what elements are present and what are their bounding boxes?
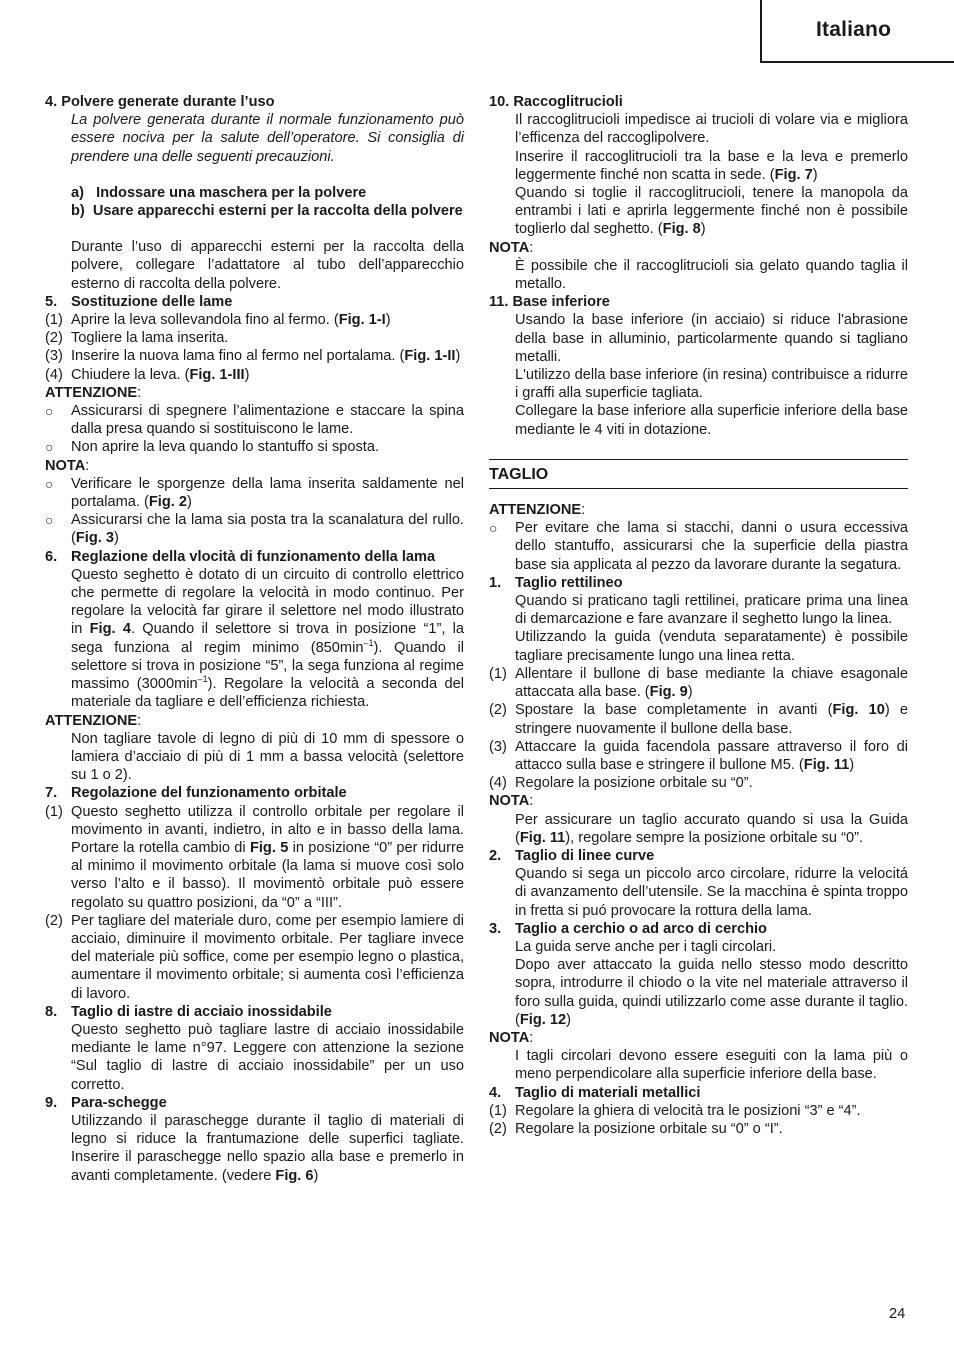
section-4-a: a) Indossare una maschera per la polvere [71, 184, 367, 201]
section-6-caution: Non tagliare tavole di legno di più di 10 mm di spessore o lamiera d’acciaio di più di 1 mm a bassa velocità (selettore su 1 o 2). [71, 730, 464, 784]
section-4-b: b) Usare apparecchi esterni per la raccolta della polvere [71, 203, 463, 220]
taglio-1-p2: Utilizzando la guida (venduta separatamente) è possibile tagliare precisamente lungo una linea retta. [515, 629, 908, 664]
section-5-caution-2: ○ Non aprire la leva quando lo stantuffo si sposta. [45, 439, 380, 456]
taglio-1-step-4: (4) Regolare la posizione orbitale su “0”. [489, 775, 753, 792]
section-11-p3: Collegare la base inferiore alla superficie inferiore della base mediante le 4 viti in dotazione. [515, 403, 908, 438]
section-5-step-4: (4) Chiudere la leva. (Fig. 1-III) [45, 366, 250, 383]
taglio-1-p1: Quando si praticano tagli rettilinei, praticare prima una linea di demarcazione e fare avanzare il seghetto lungo la linea. [515, 593, 908, 628]
taglio-2-text: Quando si sega un piccolo arco circolare, ridurre la velocitá di avanzamento dell’utensile. Se la macchina è spinta troppo in fretta si puó provocare la rottura della lama. [515, 866, 908, 919]
section-7-step-1: (1) Questo seghetto utilizza il controllo orbitale per regolare il movimento in avanti, indietro, in alto e in basso della lama. Portare la rotella cambio di Fig. 5 in posizione “0” per ridurre al minimo il movimento orbitale (la lama si muove così solo verso l’alto e il basso). Il movimentò orbitale può essere regolato su quattro posizioni, da “0” a “III”. [45, 803, 464, 911]
section-10-p2: Inserire il raccoglitrucioli tra la base e la leva e premerlo leggermente finché non scatta in sede. (Fig. 7) [515, 148, 908, 183]
section-5-title: 5. Sostituzione delle lame [45, 293, 233, 310]
attenzione-label-3: ATTENZIONE: [489, 502, 586, 519]
section-4-intro: La polvere generata durante il normale funzionamento può essere nociva per la salute dell’operatore. Si consiglia di prendere una delle seguenti precauzioni. [71, 112, 464, 165]
section-10-title: 10. Raccoglitrucioli [489, 94, 623, 110]
nota-label-5: NOTA: [489, 1029, 534, 1046]
section-5-step-2: (2) Togliere la lama inserita. [45, 330, 229, 347]
nota-label: NOTA: [45, 457, 90, 474]
section-5-note-1: ○ Verificare le sporgenze della lama inserita saldamente nel portalama. (Fig. 2) [45, 475, 464, 511]
section-5-note-2: ○ Assicurarsi che la lama sia posta tra la scanalatura del rullo. (Fig. 3) [45, 512, 464, 547]
section-10-note: È possibile che il raccoglitrucioli sia gelato quando taglia il metallo. [515, 257, 908, 293]
section-10-p1: Il raccoglitrucioli impedisce ai trucioli di volare via e migliora l’efficenza del raccoglipolvere. [515, 112, 908, 147]
taglio-3-p2: Dopo aver attaccato la guida nello stesso modo descritto sopra, introdurre il chiodo o la vite nel materiale attraverso il foro sulla guida, quindi utilizzarlo come asse durante il taglio. (Fig. 12) [515, 957, 908, 1028]
section-10-p3: Quando si toglie il raccoglitrucioli, tenere la manopola da entrambi i lati e aprirla leggermente finché non è possibile toglierlo dal seghetto. (Fig. 8) [515, 185, 908, 238]
section-5-step-1: (1) Aprire la leva sollevandola fino al fermo. (Fig. 1-I) [45, 312, 391, 329]
taglio-1-step-1: (1) Allentare il bullone di base mediante la chiave esagonale attaccata alla base. (Fig. 9) [489, 665, 908, 701]
attenzione-label-2: ATTENZIONE: [45, 712, 142, 729]
taglio-4-step-1: (1) Regolare la ghiera di velocità tra le posizioni “3” e “4”. [489, 1102, 861, 1119]
taglio-1-note: Per assicurare un taglio accurato quando si usa la Guida (Fig. 11), regolare sempre la posizione orbitale su “0”. [515, 811, 908, 846]
page-number: 24 [889, 1306, 906, 1322]
taglio-1-step-2: (2) Spostare la base completamente in avanti (Fig. 10) e stringere nuovamente il bullone della base. [489, 702, 908, 737]
taglio-2-title: 2. Taglio di linee curve [489, 847, 655, 864]
taglio-1-title: 1. Taglio rettilineo [489, 574, 623, 591]
section-5-step-3: (3) Inserire la nuova lama fino al fermo nel portalama. (Fig. 1-II) [45, 348, 461, 365]
section-11-title: 11. Base inferiore [489, 294, 610, 311]
left-column [45, 93, 464, 1185]
taglio-heading: TAGLIO [489, 459, 908, 489]
section-7-title: 7. Regolazione del funzionamento orbitale [45, 785, 347, 802]
taglio-1-step-3: (3) Attaccare la guida facendola passare attraverso il foro di attacco sulla base e stringere il bullone M5. (Fig. 11) [489, 738, 908, 773]
taglio-3-note: I tagli circolari devono essere eseguiti con la lama più o meno perpendicolare alla superficie inferiore della base. [515, 1048, 908, 1083]
taglio-caution: ○ Per evitare che lama si stacchi, danni o usura eccessiva dello stantuffo, assicurarsi che la superficie della piastra base sia applicata al pezzo da lavorare durante la segatura. [489, 520, 908, 573]
attenzione-label: ATTENZIONE: [45, 384, 142, 401]
section-7-step-2: (2) Per tagliare del materiale duro, come per esempio lamiere di acciaio, diminuire il movimento orbitale. Per tagliare invece del materiale più soffice, come per esempio legno o plastica, aumentare il movimento orbitale; si aumenta così l’efficienza di lavoro. [45, 912, 464, 1002]
section-11-p2: L'utilizzo della base inferiore (in resina) contribuisce a ridurre i graffi alla superficie tagliata. [515, 367, 908, 402]
section-11-p1: Usando la base inferiore (in acciaio) si riduce l'abrasione della base in alluminio, particolarmente quando si tagliano metalli. [515, 312, 908, 365]
taglio-3-p1: La guida serve anche per i tagli circolari. [515, 938, 777, 955]
section-5-caution-1: ○ Assicurarsi di spegnere l’alimentazione e staccare la spina dalla presa quando si sostituiscono le lame. [45, 403, 464, 438]
section-6-text: Questo seghetto è dotato di un circuito di controllo elettrico che permette di regolare la velocità in modo continuo. Per regolare la velocità far girare il selettore nel modo illustrato in Fig. 4. Quando il selettore si trova in posizione “1”, la sega funziona al regim minimo $(850\min^{-1})$. Quando il selettore si trova in posizione “5”, la sega funziona al regime massimo $(3000\min^{-1})$. Regolare la velocità a seconda del materiale da tagliare e dell’efficienza richiesta. [71, 566, 464, 711]
section-9-text: Utilizzando il paraschegge durante il taglio di materiali di legno si riduce la frantumazione delle superfici tagliate. Inserire il paraschegge nello spazio alla base e premerlo in avanti completamente. (vedere Fig. 6) [71, 1112, 464, 1184]
section-8-title: 8. Taglio di iastre di acciaio inossidabile [45, 1003, 332, 1020]
section-9-title: 9. Para-schegge [45, 1094, 167, 1111]
section-6-title: 6. Reglazione della vlocità di funzionamento della lama [45, 548, 436, 565]
section-4-text: Durante l’uso di apparecchi esterni per la raccolta della polvere, collegare l’adattatore al tubo dell’apparecchio esterno di raccolta della polvere. [71, 239, 464, 292]
right-column [489, 93, 908, 1138]
taglio-4-step-2: (2) Regolare la posizione orbitale su “0” o “I”. [489, 1120, 783, 1137]
section-8-text: Questo seghetto può tagliare lastre di acciaio inossidabile mediante le lame n°97. Leggere con attenzione la sezione “Sul taglio di lastre di acciaio inossidabile” per un uso corretto. [71, 1021, 464, 1093]
nota-label-4: NOTA: [489, 793, 534, 810]
section-4-title: 4. Polvere generate durante l’uso [45, 94, 275, 110]
taglio-3-title: 3. Taglio a cerchio o ad arco di cerchio [489, 920, 767, 937]
taglio-4-title: 4. Taglio di materiali metallici [489, 1084, 701, 1101]
language-label: Italiano [816, 18, 892, 41]
language-tab [760, 0, 954, 63]
nota-label-3: NOTA: [489, 239, 534, 256]
